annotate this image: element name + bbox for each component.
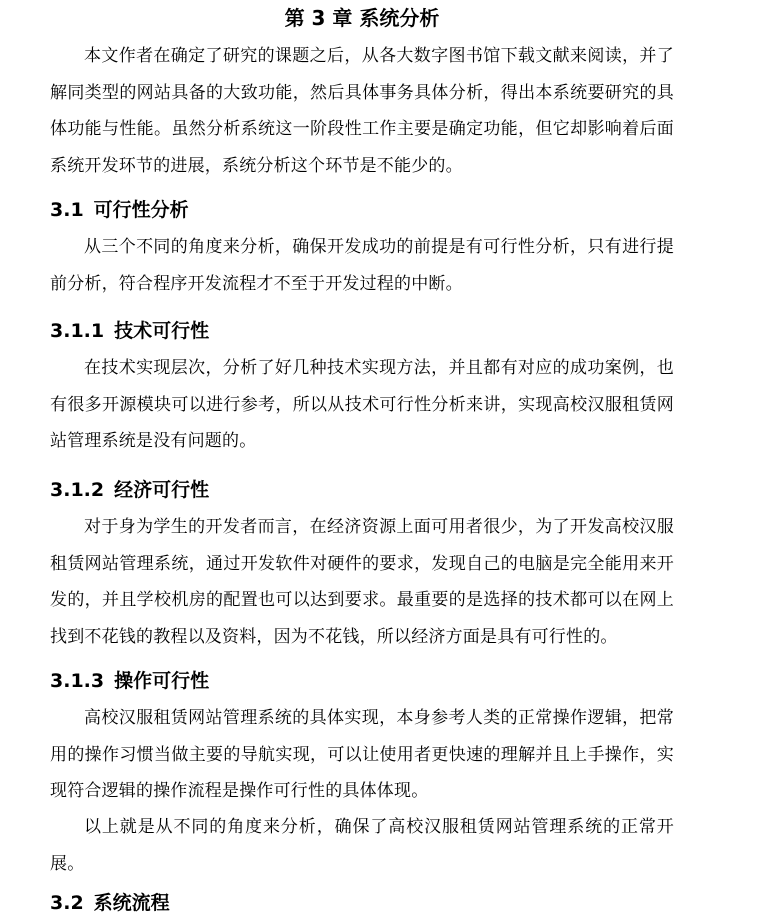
section-number: 3.1: [50, 199, 84, 221]
section-3-1-paragraph: 从三个不同的角度来分析，确保开发成功的前提是有可行性分析，只有进行提前分析，符合程序开发流程才不至于开发过程的中断。: [50, 237, 674, 294]
section-heading-3-1: [50, 197, 189, 223]
section-number: 3.1.1: [50, 320, 105, 342]
section-title: 操作可行性: [114, 670, 210, 692]
section-3-1-3-paragraph-2: 以上就是从不同的角度来分析，确保了高校汉服租赁网站管理系统的正常开展。: [50, 817, 674, 874]
section-heading-3-1-2: [50, 477, 209, 503]
chapter-title: 第 3 章 系统分析: [284, 6, 440, 30]
section-number: 3.2: [50, 892, 84, 914]
intro-paragraph: 本文作者在确定了研究的课题之后，从各大数字图书馆下载文献来阅读，并了解同类型的网站具备的大致功能，然后具体事务具体分析，得出本系统要研究的具体功能与性能。虽然分析系统这一阶段性工作主要是确定功能，但它却影响着后面系统开发环节的进展，系统分析这个环节是不能少的。: [50, 46, 674, 176]
section-heading-3-2: [50, 890, 170, 916]
section-number: 3.1.3: [50, 670, 105, 692]
section-title: 可行性分析: [93, 199, 189, 221]
section-3-1-1-paragraph: 在技术实现层次，分析了好几种技术实现方法，并且都有对应的成功案例，也有很多开源模块可以进行参考，所以从技术可行性分析来讲，实现高校汉服租赁网站管理系统是没有问题的。: [50, 358, 674, 451]
section-3-1-2-paragraph: 对于身为学生的开发者而言，在经济资源上面可用者很少，为了开发高校汉服租赁网站管理系统，通过开发软件对硬件的要求，发现自己的电脑是完全能用来开发的，并且学校机房的配置也可以达到要求。最重要的是选择的技术都可以在网上找到不花钱的教程以及资料，因为不花钱，所以经济方面是具有可行性的。: [50, 517, 674, 647]
section-heading-3-1-3: [50, 668, 209, 694]
section-title: 技术可行性: [114, 320, 210, 342]
section-title: 经济可行性: [114, 479, 210, 501]
section-number: 3.1.2: [50, 479, 105, 501]
section-3-1-3-paragraph-1: 高校汉服租赁网站管理系统的具体实现，本身参考人类的正常操作逻辑，把常用的操作习惯当做主要的导航实现，可以让使用者更快速的理解并且上手操作，实现符合逻辑的操作流程是操作可行性的具体体现。: [50, 708, 674, 801]
section-title: 系统流程: [93, 892, 170, 914]
section-heading-3-1-1: [50, 318, 209, 344]
